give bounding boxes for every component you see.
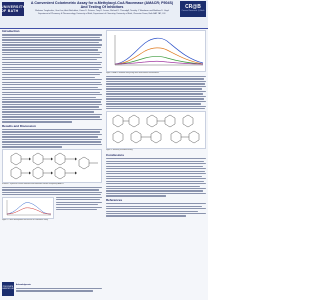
poster-authors	[27, 10, 177, 15]
figure-2-chart	[107, 31, 207, 71]
references-text	[106, 203, 206, 217]
figure-1-caption: Figure 1: Colour development with time for the colorimetric assay.	[2, 219, 49, 221]
results-heading: Results and Discussion	[2, 123, 36, 128]
prostate-cancer-logo	[2, 282, 14, 296]
conclusions-heading: Conclusions	[106, 152, 125, 157]
crab-logo-sub: Cancer Research @ Bath	[181, 10, 205, 12]
introduction-text	[2, 34, 102, 122]
figure-2-plot	[106, 30, 206, 72]
figure-1-plot	[2, 197, 54, 219]
figure-3-drawing	[107, 112, 207, 148]
figure-1-chart	[3, 198, 53, 218]
affiliation-list: Department of Pharmacy & Pharmacology, University of Bath; Department of Chemistry, University of Bath, Claverton Down, Bath BA2 7AY, U.K.	[38, 12, 166, 15]
right-text-1	[106, 76, 206, 109]
scheme-1-structures	[3, 150, 103, 182]
university-logo	[2, 2, 24, 16]
scheme-1-caption: Scheme 1: Synthesis of novel substrates and elimination reaction catalysed by AMACR.	[2, 183, 64, 185]
results-text-2	[2, 187, 102, 196]
conclusions-text	[106, 158, 206, 196]
figure-2-caption: Figure 2: AMACR inhibition assay using three fixed inhibitor concentrations.	[106, 73, 160, 74]
poster-header	[0, 0, 208, 29]
introduction-heading: Introduction	[2, 29, 20, 33]
university-logo-text: UNIVERSITY OF BATH	[1, 5, 25, 13]
results-text	[2, 129, 102, 148]
crab-logo-main: CR@B	[185, 4, 201, 10]
scheme-1-figure	[2, 149, 102, 183]
acknowledgements-heading: Acknowledgements	[16, 285, 31, 286]
prostate-cancer-logo-text: PROSTATE CANCER UK	[2, 286, 14, 290]
figure-3-caption: Figure 3: Summary of inhibitor testing.	[106, 149, 133, 151]
left-column	[2, 30, 102, 223]
author-list: Maksims Yevglevskis, Guat Lee, Amit Nathubhai, Yoana D. Petrova, Tony D. James, Michael D. Threadgill, Timothy J. Woodman and Matthew D. Lloyd	[35, 10, 169, 12]
poster-title: A Convenient Colorimetric Assay for α-Methylacyl-CoA Racemase (AMACR; P504S) And Testing Of Inhibitors	[30, 1, 174, 10]
right-column	[106, 30, 206, 218]
references-heading: References	[106, 197, 123, 202]
figure-1-side-text	[56, 197, 102, 219]
figure-1-row	[2, 197, 102, 219]
crab-logo	[180, 1, 206, 17]
acknowledgements	[16, 284, 102, 293]
figure-3-structures	[106, 111, 206, 149]
